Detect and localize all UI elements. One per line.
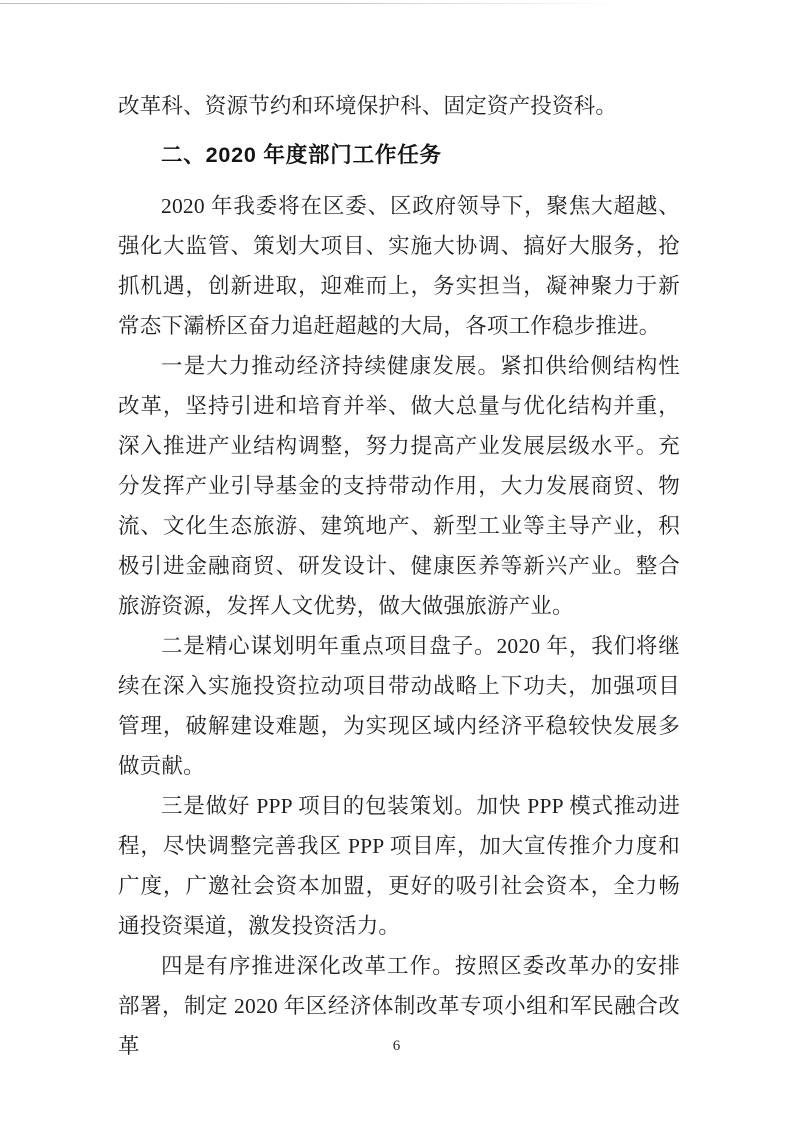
section-heading: 二、2020 年度部门工作任务 bbox=[161, 143, 442, 167]
page-number: 6 bbox=[392, 1038, 401, 1054]
paragraph-task-2: 二是精心谋划明年重点项目盘子。2020 年，我们将继续在深入实施投资拉动项目带动战略上下功夫，加强项目管理，破解建设难题，为实现区域内经济平稳较快发展多做贡献。 bbox=[118, 634, 680, 778]
page-footer bbox=[0, 1036, 793, 1056]
paragraph-task-4: 四是有序推进深化改革工作。按照区委改革办的安排部署，制定 2020 年区经济体制改革专项小组和军民融合改革 bbox=[118, 954, 680, 1058]
paragraph-overview: 2020 年我委将在区委、区政府领导下，聚焦大超越、强化大监管、策划大项目、实施大协调、搞好大服务，抢抓机遇，创新进取，迎难而上，务实担当，凝神聚力于新常态下灞桥区奋力追赶超越的大局，各项工作稳步推进。 bbox=[118, 194, 680, 338]
scan-artifact-line bbox=[0, 3, 620, 4]
paragraph-continuation: 改革科、资源节约和环境保护科、固定资产投资科。 bbox=[118, 94, 618, 118]
document-body bbox=[118, 86, 680, 1066]
paragraph-task-1: 一是大力推动经济持续健康发展。紧扣供给侧结构性改革，坚持引进和培育并举、做大总量与优化结构并重，深入推进产业结构调整，努力提高产业发展层级水平。充分发挥产业引导基金的支持带动作用，大力发展商贸、物流、文化生态旅游、建筑地产、新型工业等主导产业，积极引进金融商贸、研发设计、健康医养等新兴产业。整合旅游资源，发挥人文优势，做大做强旅游产业。 bbox=[118, 354, 680, 618]
paragraph-task-3: 三是做好 PPP 项目的包装策划。加快 PPP 模式推动进程，尽快调整完善我区 PPP 项目库，加大宣传推介力度和广度，广邀社会资本加盟，更好的吸引社会资本，全力畅通投资渠道，激发投资活力。 bbox=[118, 794, 680, 938]
